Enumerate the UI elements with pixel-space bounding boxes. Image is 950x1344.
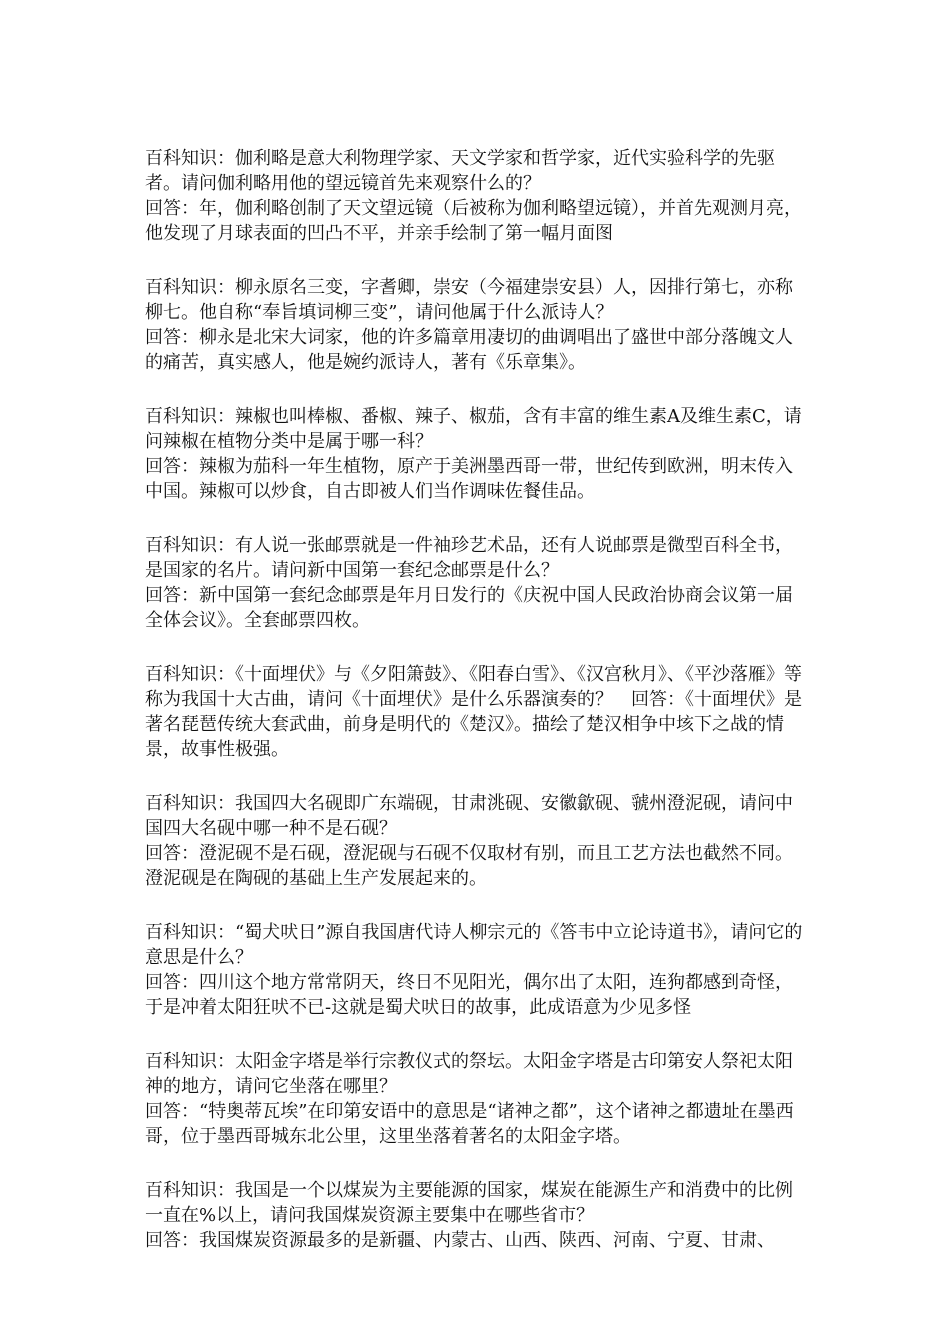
question-text: 百科知识：我国是一个以煤炭为主要能源的国家，煤炭在能源生产和消费中的比例一直在%以上，请问我国煤炭资源主要集中在哪些省市？ xyxy=(145,1180,793,1226)
answer-text: 回答：新中国第一套纪念邮票是年月日发行的《庆祝中国人民政治协商会议第一届全体会议》。全套邮票四枚。 xyxy=(145,585,793,631)
qa-entry xyxy=(145,533,805,633)
question-text: 百科知识：辣椒也叫棒椒、番椒、辣子、椒茄，含有丰富的维生素A及维生素C，请问辣椒在植物分类中是属于哪一科？ xyxy=(145,406,802,452)
question-text: 百科知识：太阳金字塔是举行宗教仪式的祭坛。太阳金字塔是古印第安人祭祀太阳神的地方，请问它坐落在哪里？ xyxy=(145,1051,793,1097)
answer-text: 回答：年，伽利略创制了天文望远镜（后被称为伽利略望远镜），并首先观测月亮，他发现了月球表面的凹凸不平，并亲手绘制了第一幅月面图 xyxy=(145,198,802,244)
answer-text: 回答：辣椒为茄科一年生植物，原产于美洲墨西哥一带，世纪传到欧洲，明末传入中国。辣椒可以炒食，自古即被人们当作调味佐餐佳品。 xyxy=(145,456,793,502)
answer-text: 回答：柳永是北宋大词家，他的许多篇章用凄切的曲调唱出了盛世中部分落魄文人的痛苦，真实感人，他是婉约派诗人，著有《乐章集》。 xyxy=(145,327,793,373)
qa-entry xyxy=(145,920,805,1020)
answer-text: 回答：澄泥砚不是石砚，澄泥砚与石砚不仅取材有别，而且工艺方法也截然不同。澄泥砚是在陶砚的基础上生产发展起来的。 xyxy=(145,843,793,889)
qa-entry xyxy=(145,146,805,246)
qa-entry xyxy=(145,662,805,762)
answer-text: 回答：四川这个地方常常阴天，终日不见阳光，偶尔出了太阳，连狗都感到奇怪，于是冲着太阳狂吠不已-这就是蜀犬吠日的故事，此成语意为少见多怪 xyxy=(145,972,793,1018)
question-text: 百科知识：柳永原名三变，字耆卿，崇安（今福建崇安县）人，因排行第七，亦称柳七。他自称“奉旨填词柳三变”，请问他属于什么派诗人？ xyxy=(145,277,793,323)
question-text: 百科知识：伽利略是意大利物理学家、天文学家和哲学家，近代实验科学的先驱者。请问伽利略用他的望远镜首先来观察什么的？ xyxy=(145,148,775,194)
answer-text: 回答：“特奥蒂瓦埃”在印第安语中的意思是“诸神之都”，这个诸神之都遗址在墨西哥，位于墨西哥城东北公里，这里坐落着著名的太阳金字塔。 xyxy=(145,1101,794,1147)
question-text: 百科知识：有人说一张邮票就是一件袖珍艺术品，还有人说邮票是微型百科全书，是国家的名片。请问新中国第一套纪念邮票是什么？ xyxy=(145,535,793,581)
qa-entry xyxy=(145,404,805,504)
document-page xyxy=(145,146,805,1282)
answer-text: 回答：我国煤炭资源最多的是新疆、内蒙古、山西、陕西、河南、宁夏、甘肃、 xyxy=(145,1230,775,1251)
qa-entry xyxy=(145,791,805,891)
question-text: 百科知识：“蜀犬吠日”源自我国唐代诗人柳宗元的《答韦中立论诗道书》，请问它的意思是什么？ xyxy=(145,922,803,968)
qa-entry xyxy=(145,275,805,375)
question-text: 百科知识：我国四大名砚即广东端砚，甘肃洮砚、安徽歙砚、虢州澄泥砚，请问中国四大名砚中哪一种不是石砚？ xyxy=(145,793,793,839)
qa-entry xyxy=(145,1178,805,1253)
question-text: 百科知识：《十面埋伏》与《夕阳箫鼓》、《阳春白雪》、《汉宫秋月》、《平沙落雁》等称为我国十大古曲，请问《十面埋伏》是什么乐器演奏的？ 回答：《十面埋伏》是著名琵琶传统大套武曲，前身是明代的《楚汉》。描绘了楚汉相争中垓下之战的情景，故事性极强。 xyxy=(145,664,802,760)
qa-entry xyxy=(145,1049,805,1149)
